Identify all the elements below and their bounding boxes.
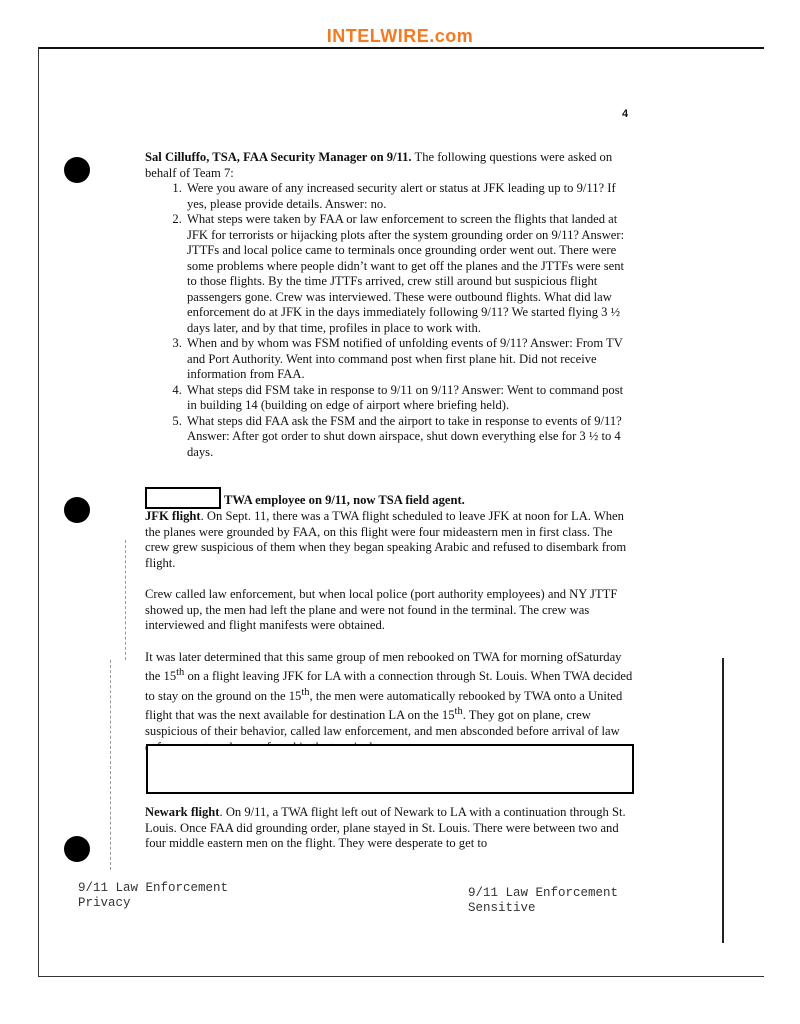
question-item: 3. When and by whom was FSM notified of unfolding events of 9/11? Answer: From TV and Port Authority. Went into command post when first plane hit. Did not receive information from FAA. — [185, 336, 635, 383]
jfk-flight-text: . On Sept. 11, there was a TWA flight scheduled to leave JFK at noon for LA. When the planes were grounded by FAA, on this flight were four mideastern men in first class. The crew grew suspicious of them when they began speaking Arabic and refused to disembark from flight. — [145, 509, 627, 570]
paragraph: It was later determined that this same group of men rebooked on TWA for morning ofSaturday the 15th on a flight leaving JFK for LA with a connection through St. Louis. When TWA decided to stay on the ground on the 15th, the men were automatically rebooked by TWA onto a United flight that was the next available for destination LA on the 15th. They got on plane, crew suspicious of their behavior, called law enforcement, and men absconded before arrival of law — [145, 649, 633, 739]
page-border-bottom — [38, 976, 764, 977]
redaction-box — [145, 487, 221, 509]
question-list — [145, 181, 635, 460]
page-border-top — [38, 47, 764, 49]
jfk-flight-label: JFK flight — [145, 509, 201, 523]
punch-hole — [64, 497, 90, 523]
section-heading: Sal Cilluffo, TSA, FAA Security Manager on 9/11. — [145, 150, 412, 164]
section-twa-employee — [145, 487, 635, 755]
question-item: 1. Were you aware of any increased security alert or status at JFK leading up to 9/11? If yes, please provide details. Answer: no. — [185, 181, 635, 212]
punch-hole — [64, 157, 90, 183]
newark-flight-label: Newark flight — [145, 805, 220, 819]
question-item: 5. What steps did FAA ask the FSM and the airport to take in response to events of 9/11? Answer: After got order to shut down airspace, shut down everything else for 3 ½ to 4 days. — [185, 414, 635, 461]
question-item: 4. What steps did FSM take in response to 9/11 on 9/11? Answer: Went to command post in building 14 (building on edge of airport where briefing held). — [185, 383, 635, 414]
site-brand: INTELWIRE.com — [326, 26, 474, 46]
paragraph: Crew called law enforcement, but when local police (port authority employees) and NY JTTF showed up, the men had left the plane and were not found in the terminal. The crew was interviewed and flight manifests were obtained. — [145, 587, 618, 632]
scan-artifact-line — [110, 660, 111, 870]
page-border-left — [38, 47, 39, 977]
footer-classification-left: 9/11 Law Enforcement Privacy — [78, 881, 229, 910]
section-cilluffo — [145, 150, 635, 460]
redaction-box — [146, 744, 634, 794]
section-heading: TWA employee on 9/11, now TSA field agent. — [224, 493, 465, 507]
newark-flight-text: . On 9/11, a TWA flight left out of Newark to LA with a continuation through St. Louis. Once FAA did grounding order, plane stayed in St. Louis. There were between two and four middle eastern men on the flight. They were desperate to get to — [145, 805, 626, 850]
page-border-right — [722, 658, 724, 943]
section-newark — [145, 805, 635, 852]
faded-stamp — [670, 668, 710, 808]
scan-artifact-line — [125, 540, 126, 660]
section-intro: The following questions were asked on behalf of Team 7: — [145, 150, 613, 180]
footer-classification-right: 9/11 Law Enforcement Sensitive — [468, 886, 619, 915]
punch-hole — [64, 836, 90, 862]
page-number: 4 — [622, 108, 629, 120]
question-item: 2. What steps were taken by FAA or law enforcement to screen the flights that landed at JFK for terrorists or hijacking plots after the system grounding order on 9/11? Answer: JTTFs and local police came to terminals once grounding order went out. There were some problems where people didn’t want to get off the planes and the JTTFs were sent to those flights. By the time JTTFs arrived, crew still around but suspicious flight passengers gone. Crew was interviewed. These were outbound flights. What did law enforcement do at JFK in the days immediately following 9/11? We started flying 3 ½ days later, and by that time, profiles in place to work with. — [185, 212, 635, 336]
